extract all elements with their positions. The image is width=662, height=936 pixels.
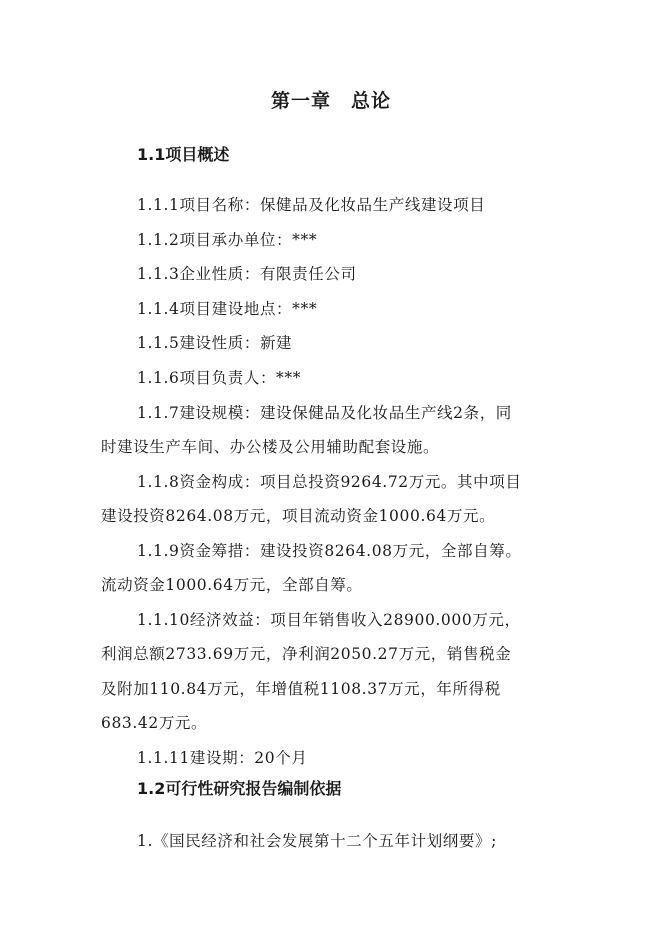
- economic-benefit-continued-3: 683.42万元。: [101, 714, 208, 732]
- construction-period-line: 1.1.11建设期：20个月: [137, 749, 308, 767]
- project-name-line: 1.1.1项目名称：保健品及化妆品生产线建设项目: [137, 196, 486, 214]
- chapter-title: 第一章 总论: [270, 90, 391, 112]
- funding-line: 1.1.9资金筹措：建设投资8264.08万元，全部自筹。: [137, 542, 522, 560]
- project-location-line: 1.1.4项目建设地点：***: [137, 300, 318, 318]
- enterprise-nature-line: 1.1.3企业性质：有限责任公司: [137, 265, 357, 283]
- project-leader-line: 1.1.6项目负责人：***: [137, 369, 302, 387]
- section-heading-1-2: 1.2可行性研究报告编制依据: [137, 779, 342, 798]
- section-heading-1-1: 1.1项目概述: [137, 145, 230, 164]
- capital-structure-line: 1.1.8资金构成：项目总投资9264.72万元。其中项目: [137, 473, 522, 491]
- project-sponsor-line: 1.1.2项目承办单位：***: [137, 231, 318, 249]
- economic-benefit-continued-1: 利润总额2733.69万元，净利润2050.27万元，销售税金: [101, 645, 512, 663]
- capital-structure-continued: 建设投资8264.08万元，项目流动资金1000.64万元。: [101, 507, 496, 525]
- construction-scale-continued: 时建设生产车间、办公楼及公用辅助配套设施。: [101, 438, 440, 456]
- economic-benefit-continued-2: 及附加110.84万元，年增值税1108.37万元，年所得税: [101, 680, 501, 698]
- funding-continued: 流动资金1000.64万元，全部自筹。: [101, 576, 363, 594]
- construction-scale-line: 1.1.7建设规模：建设保健品及化妆品生产线2条，同: [137, 404, 512, 422]
- economic-benefit-line: 1.1.10经济效益：项目年销售收入28900.000万元，: [137, 611, 521, 629]
- construction-nature-line: 1.1.5建设性质：新建: [137, 334, 293, 352]
- basis-item-1: 1.《国民经济和社会发展第十二个五年计划纲要》;: [137, 832, 497, 850]
